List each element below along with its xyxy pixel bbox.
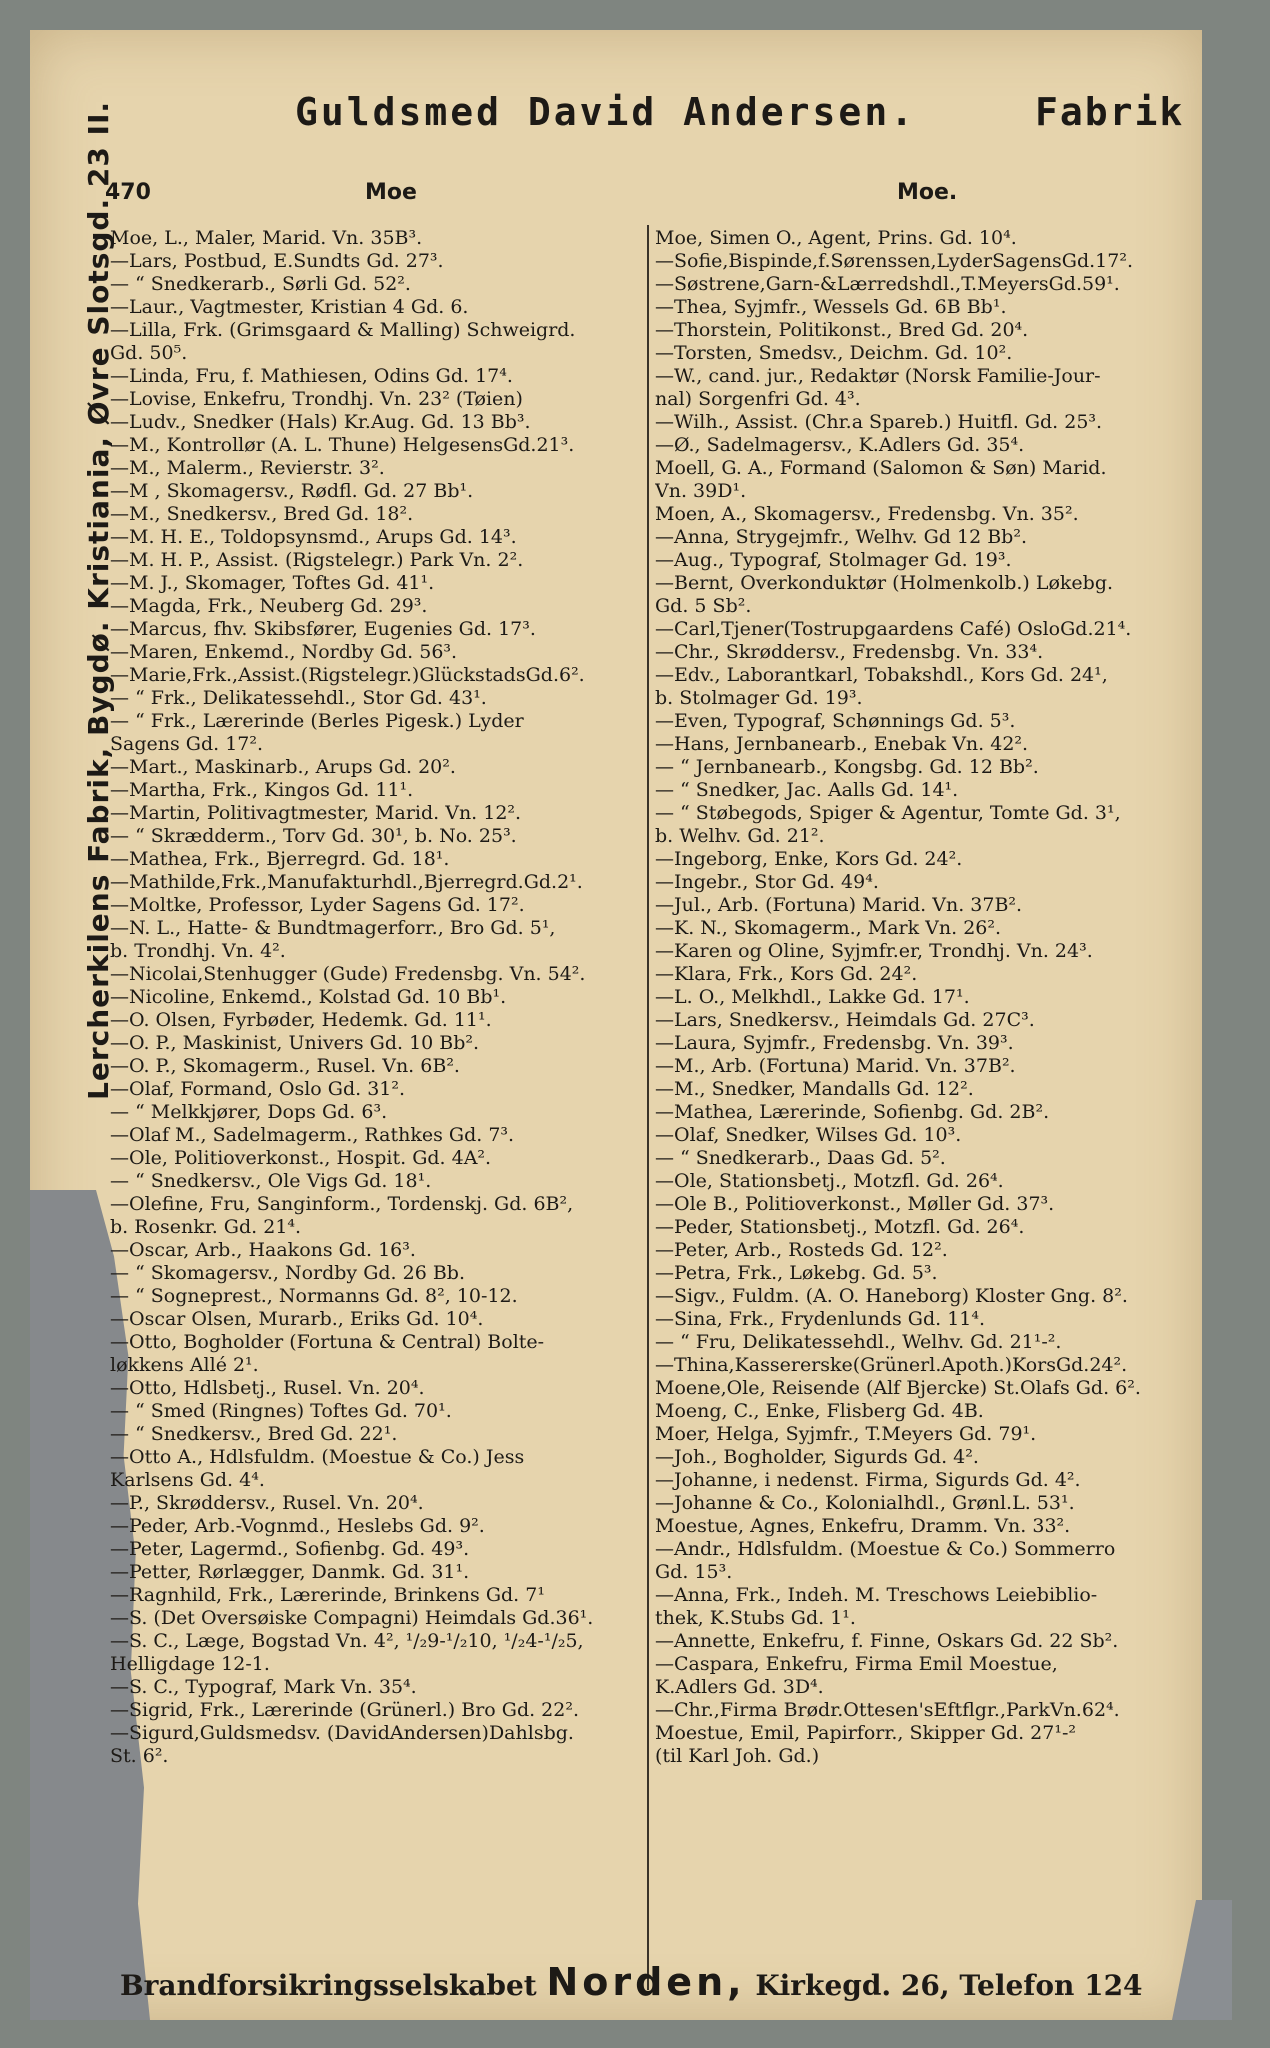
right-column	[655, 227, 1215, 1768]
directory-entry-line: b. Stolmager Gd. 19³.	[655, 687, 863, 709]
directory-entry-line: —Lars, Postbud, E.Sundts Gd. 27³.	[110, 250, 444, 272]
directory-entry-line: —S. C., Læge, Bogstad Vn. 4², ¹/₂9-¹/₂10, ¹/₂4-¹/₂5,	[110, 1630, 584, 1652]
directory-entry-line: —O. Olsen, Fyrbøder, Hedemk. Gd. 11¹.	[110, 1009, 492, 1031]
directory-entry-line: —Thina,Kassererske(Grünerl.Apoth.)KorsGd.24².	[655, 1354, 1128, 1376]
directory-entry-line: —Lilla, Frk. (Grimsgaard & Malling) Schweigrd.	[110, 319, 576, 341]
directory-entry-line: — “ Skomagersv., Nordby Gd. 26 Bb.	[110, 1262, 465, 1284]
directory-entry-line: — “ Sogneprest., Normanns Gd. 8², 10-12.	[110, 1285, 518, 1307]
column-divider	[647, 225, 649, 1990]
directory-entry-line: —M. H. E., Toldopsynsmd., Arups Gd. 14³.	[110, 526, 517, 548]
directory-entry-line: —Wilh., Assist. (Chr.a Spareb.) Huitfl. Gd. 25³.	[655, 411, 1103, 433]
page-header	[295, 90, 1195, 134]
directory-entry-line: — “ Jernbanearb., Kongsbg. Gd. 12 Bb².	[655, 756, 1039, 778]
directory-entry-line: —Ludv., Snedker (Hals) Kr.Aug. Gd. 13 Bb³.	[110, 411, 531, 433]
directory-entry-line: Moen, A., Skomagersv., Fredensbg. Vn. 35².	[655, 503, 1079, 525]
directory-entry-line: —Ragnhild, Frk., Lærerinde, Brinkens Gd. 7¹	[110, 1584, 545, 1606]
directory-entry-line: Moe, Simen O., Agent, Prins. Gd. 10⁴.	[655, 227, 1017, 249]
directory-entry-line: —S. C., Typograf, Mark Vn. 35⁴.	[110, 1676, 417, 1698]
directory-entry-line: —Jul., Arb. (Fortuna) Marid. Vn. 37B².	[655, 894, 1023, 916]
header-title: Guldsmed David Andersen.	[295, 90, 917, 134]
directory-entry-line: Vn. 39D¹.	[655, 480, 747, 502]
directory-entry-line: —O. P., Maskinist, Univers Gd. 10 Bb².	[110, 1032, 480, 1054]
directory-entry-line: —Olefine, Fru, Sanginform., Tordenskj. Gd. 6B²,	[110, 1193, 574, 1215]
directory-entry-line: —Anna, Frk., Indeh. M. Treschows Leiebiblio-	[655, 1584, 1098, 1606]
directory-entry-line: —Bernt, Overkonduktør (Holmenkolb.) Løkebg.	[655, 572, 1114, 594]
directory-entry-line: —Caspara, Enkefru, Firma Emil Moestue,	[655, 1653, 1058, 1675]
directory-entry-line: —Chr., Skrøddersv., Fredensbg. Vn. 33⁴.	[655, 641, 1044, 663]
directory-page	[30, 30, 1202, 2020]
directory-entry-line: —Chr.,Firma Brødr.Ottesen'sEftflgr.,ParkVn.62⁴.	[655, 1699, 1120, 1721]
footer-pre: Brandforsikringsselskabet	[120, 1969, 547, 2002]
directory-entry-line: —M , Skomagersv., Rødfl. Gd. 27 Bb¹.	[110, 480, 474, 502]
directory-entry-line: —Sigurd,Guldsmedsv. (DavidAndersen)Dahlsbg.	[110, 1722, 574, 1744]
directory-entry-line: —Nicoline, Enkemd., Kolstad Gd. 10 Bb¹.	[110, 986, 507, 1008]
directory-entry-line: —Søstrene,Garn-&Lærredshdl.,T.MeyersGd.59¹.	[655, 273, 1120, 295]
directory-entry-line: —Mathea, Frk., Bjerregrd. Gd. 18¹.	[110, 848, 450, 870]
directory-entry-line: Gd. 5 Sb².	[655, 595, 752, 617]
directory-entry-line: Moestue, Emil, Papirforr., Skipper Gd. 27¹-²	[655, 1722, 1076, 1744]
directory-entry-line: —Petter, Rørlægger, Danmk. Gd. 31¹.	[110, 1561, 470, 1583]
directory-entry-line: — “ Snedker, Jac. Aalls Gd. 14¹.	[655, 779, 959, 801]
directory-entry-line: —M., Snedker, Mandalls Gd. 12².	[655, 1078, 974, 1100]
directory-entry-line: — “ Snedkersv., Bred Gd. 22¹.	[110, 1423, 398, 1445]
directory-entry-line: —M. J., Skomager, Toftes Gd. 41¹.	[110, 572, 435, 594]
directory-entry-line: —Linda, Fru, f. Mathiesen, Odins Gd. 17⁴.	[110, 365, 513, 387]
directory-entry-line: —Magda, Frk., Neuberg Gd. 29³.	[110, 595, 428, 617]
directory-entry-line: —Sofie,Bispinde,f.Sørenssen,LyderSagensGd.17².	[655, 250, 1134, 272]
directory-entry-line: Moestue, Agnes, Enkefru, Dramm. Vn. 33².	[655, 1515, 1071, 1537]
directory-entry-line: Moe, L., Maler, Marid. Vn. 35B³.	[110, 227, 423, 249]
directory-entry-line: —Edv., Laborantkarl, Tobakshdl., Kors Gd. 24¹,	[655, 664, 1108, 686]
right-column-head: Moe.	[897, 180, 958, 205]
directory-entry-line: —Lars, Snedkersv., Heimdals Gd. 27C³.	[655, 1009, 1035, 1031]
directory-entry-line: —Andr., Hdlsfuldm. (Moestue & Co.) Sommerro	[655, 1538, 1116, 1560]
directory-entry-line: —Karen og Oline, Syjmfr.er, Trondhj. Vn. 24³.	[655, 940, 1093, 962]
directory-entry-line: — “ Melkkjører, Dops Gd. 6³.	[110, 1101, 388, 1123]
directory-entry-line: —Mathilde,Frk.,Manufakturhdl.,Bjerregrd.Gd.2¹.	[110, 871, 583, 893]
directory-entry-line: —Mathea, Lærerinde, Sofienbg. Gd. 2B².	[655, 1101, 1050, 1123]
directory-entry-line: —Nicolai,Stenhugger (Gude) Fredensbg. Vn. 54².	[110, 963, 586, 985]
directory-entry-line: —Marcus, fhv. Skibsfører, Eugenies Gd. 17³.	[110, 618, 536, 640]
directory-entry-line: —Martha, Frk., Kingos Gd. 11¹.	[110, 779, 414, 801]
directory-entry-line: —Ole B., Politioverkonst., Møller Gd. 37³.	[655, 1193, 1055, 1215]
directory-entry-line: —Sigv., Fuldm. (A. O. Haneborg) Kloster Gng. 8².	[655, 1285, 1128, 1307]
directory-entry-line: —Oscar Olsen, Murarb., Eriks Gd. 10⁴.	[110, 1308, 484, 1330]
directory-entry-line: —M., Malerm., Revierstr. 3².	[110, 457, 385, 479]
directory-entry-line: —Sina, Frk., Frydenlunds Gd. 11⁴.	[655, 1308, 986, 1330]
header-right: Fabrik	[1035, 90, 1185, 134]
directory-entry-line: —Olaf M., Sadelmagerm., Rathkes Gd. 7³.	[110, 1124, 515, 1146]
directory-entry-line: —Oscar, Arb., Haakons Gd. 16³.	[110, 1239, 416, 1261]
directory-entry-line: Karlsens Gd. 4⁴.	[110, 1469, 265, 1491]
directory-entry-line: —S. (Det Oversøiske Compagni) Heimdals Gd.36¹.	[110, 1607, 594, 1629]
directory-entry-line: —Otto, Bogholder (Fortuna & Central) Bolte-	[110, 1331, 545, 1353]
directory-entry-line: Moell, G. A., Formand (Salomon & Søn) Marid.	[655, 457, 1107, 479]
directory-entry-line: Gd. 50⁵.	[110, 342, 188, 364]
directory-entry-line: —Mart., Maskinarb., Arups Gd. 20².	[110, 756, 456, 778]
left-column	[110, 227, 680, 1768]
directory-entry-line: b. Welhv. Gd. 21².	[655, 825, 825, 847]
directory-entry-line: —Annette, Enkefru, f. Finne, Oskars Gd. 22 Sb².	[655, 1630, 1119, 1652]
directory-entry-line: —Martin, Politivagtmester, Marid. Vn. 12².	[110, 802, 522, 824]
directory-entry-line: —Laur., Vagtmester, Kristian 4 Gd. 6.	[110, 296, 469, 318]
directory-entry-line: —Anna, Strygejmfr., Welhv. Gd 12 Bb².	[655, 526, 1028, 548]
directory-entry-line: Sagens Gd. 17².	[110, 733, 264, 755]
directory-entry-line: (til Karl Joh. Gd.)	[655, 1745, 820, 1767]
footer-advertisement	[120, 1960, 1200, 2004]
directory-entry-line: — “ Frk., Delikatessehdl., Stor Gd. 43¹.	[110, 687, 487, 709]
directory-entry-line: —Torsten, Smedsv., Deichm. Gd. 10².	[655, 342, 1013, 364]
directory-entry-line: —W., cand. jur., Redaktør (Norsk Familie-Jour-	[655, 365, 1101, 387]
page-number: 470	[105, 180, 151, 205]
directory-entry-line: — “ Skrædderm., Torv Gd. 30¹, b. No. 25³.	[110, 825, 517, 847]
directory-entry-line: Moer, Helga, Syjmfr., T.Meyers Gd. 79¹.	[655, 1423, 1037, 1445]
directory-entry-line: —Johanne & Co., Kolonialhdl., Grønl.L. 53¹.	[655, 1492, 1075, 1514]
directory-entry-line: —Ø., Sadelmagersv., K.Adlers Gd. 35⁴.	[655, 434, 1025, 456]
directory-entry-line: Moene,Ole, Reisende (Alf Bjercke) St.Olafs Gd. 6².	[655, 1377, 1141, 1399]
directory-entry-line: —N. L., Hatte- & Bundtmagerforr., Bro Gd. 5¹,	[110, 917, 556, 939]
directory-entry-line: —Johanne, i nedenst. Firma, Sigurds Gd. 4².	[655, 1469, 1081, 1491]
directory-entry-line: —Olaf, Formand, Oslo Gd. 31².	[110, 1078, 406, 1100]
directory-entry-line: —M., Arb. (Fortuna) Marid. Vn. 37B².	[655, 1055, 1016, 1077]
directory-entry-line: —Moltke, Professor, Lyder Sagens Gd. 17².	[110, 894, 525, 916]
directory-entry-line: — “ Støbegods, Spiger & Agentur, Tomte Gd. 3¹,	[655, 802, 1121, 824]
directory-entry-line: —O. P., Skomagerm., Rusel. Vn. 6B².	[110, 1055, 460, 1077]
directory-entry-line: —Even, Typograf, Schønnings Gd. 5³.	[655, 710, 1016, 732]
directory-entry-line: —Petra, Frk., Løkebg. Gd. 5³.	[655, 1262, 938, 1284]
directory-entry-line: —Olaf, Snedker, Wilses Gd. 10³.	[655, 1124, 962, 1146]
directory-entry-line: —P., Skrøddersv., Rusel. Vn. 20⁴.	[110, 1492, 424, 1514]
directory-entry-line: St. 6².	[110, 1745, 169, 1767]
directory-entry-line: —Peter, Lagermd., Sofienbg. Gd. 49³.	[110, 1538, 470, 1560]
directory-entry-line: —Peder, Stationsbetj., Motzfl. Gd. 26⁴.	[655, 1216, 1025, 1238]
directory-entry-line: nal) Sorgenfri Gd. 4³.	[655, 388, 861, 410]
footer-post: Kirkegd. 26, Telefon 124	[745, 1969, 1143, 2002]
directory-entry-line: Gd. 15³.	[655, 1561, 733, 1583]
footer-brand: Norden,	[546, 1960, 746, 2004]
directory-entry-line: —Otto, Hdlsbetj., Rusel. Vn. 20⁴.	[110, 1377, 425, 1399]
directory-entry-line: — “ Fru, Delikatessehdl., Welhv. Gd. 21¹-².	[655, 1331, 1062, 1353]
directory-entry-line: —L. O., Melkhdl., Lakke Gd. 17¹.	[655, 986, 970, 1008]
directory-entry-line: —Carl,Tjener(Tostrupgaardens Café) OsloGd.21⁴.	[655, 618, 1132, 640]
side-advertisement: Lercherkilens Fabrik, Bygdø. Kristiania, Øvre Slotsgd. 23 II.	[82, 100, 115, 1100]
directory-entry-line: — “ Snedkersv., Ole Vigs Gd. 18¹.	[110, 1170, 432, 1192]
left-column-head: Moe	[365, 180, 417, 205]
directory-entry-line: — “ Smed (Ringnes) Toftes Gd. 70¹.	[110, 1400, 452, 1422]
directory-entry-line: —Aug., Typograf, Stolmager Gd. 19³.	[655, 549, 1012, 571]
directory-entry-line: K.Adlers Gd. 3D⁴.	[655, 1676, 824, 1698]
directory-entry-line: Moeng, C., Enke, Flisberg Gd. 4B.	[655, 1400, 984, 1422]
directory-entry-line: — “ Frk., Lærerinde (Berles Pigesk.) Lyder	[110, 710, 524, 732]
directory-entry-line: —Laura, Syjmfr., Fredensbg. Vn. 39³.	[655, 1032, 1014, 1054]
directory-entry-line: —Thea, Syjmfr., Wessels Gd. 6B Bb¹.	[655, 296, 1007, 318]
directory-entry-line: —M., Snedkersv., Bred Gd. 18².	[110, 503, 414, 525]
directory-entry-line: —Ingebr., Stor Gd. 49⁴.	[655, 871, 879, 893]
directory-entry-line: b. Rosenkr. Gd. 21⁴.	[110, 1216, 302, 1238]
directory-entry-line: —Klara, Frk., Kors Gd. 24².	[655, 963, 918, 985]
directory-entry-line: Helligdage 12-1.	[110, 1653, 270, 1675]
directory-entry-line: —Maren, Enkemd., Nordby Gd. 56³.	[110, 641, 458, 663]
directory-entry-line: b. Trondhj. Vn. 4².	[110, 940, 286, 962]
directory-entry-line: —Thorstein, Politikonst., Bred Gd. 20⁴.	[655, 319, 1029, 341]
directory-entry-line: løkkens Allé 2¹.	[110, 1354, 259, 1376]
directory-entry-line: — “ Snedkerarb., Sørli Gd. 52².	[110, 273, 411, 295]
directory-entry-line: thek, K.Stubs Gd. 1¹.	[655, 1607, 856, 1629]
directory-entry-line: — “ Snedkerarb., Daas Gd. 5².	[655, 1147, 946, 1169]
directory-entry-line: —Joh., Bogholder, Sigurds Gd. 4².	[655, 1446, 979, 1468]
directory-entry-line: —Ole, Stationsbetj., Motzfl. Gd. 26⁴.	[655, 1170, 1004, 1192]
directory-entry-line: —Hans, Jernbanearb., Enebak Vn. 42².	[655, 733, 1029, 755]
directory-entry-line: —M., Kontrollør (A. L. Thune) HelgesensGd.21³.	[110, 434, 575, 456]
directory-entry-line: —Sigrid, Frk., Lærerinde (Grünerl.) Bro Gd. 22².	[110, 1699, 580, 1721]
directory-entry-line: —Marie,Frk.,Assist.(Rigstelegr.)GlückstadsGd.6².	[110, 664, 585, 686]
directory-entry-line: —Ole, Politioverkonst., Hospit. Gd. 4A².	[110, 1147, 492, 1169]
directory-entry-line: —Ingeborg, Enke, Kors Gd. 24².	[655, 848, 963, 870]
directory-entry-line: —Lovise, Enkefru, Trondhj. Vn. 23² (Tøien)	[110, 388, 523, 410]
directory-entry-line: —Peter, Arb., Rosteds Gd. 12².	[655, 1239, 948, 1261]
directory-entry-line: —M. H. P., Assist. (Rigstelegr.) Park Vn. 2².	[110, 549, 524, 571]
running-head	[105, 180, 1185, 214]
directory-entry-line: —K. N., Skomagerm., Mark Vn. 26².	[655, 917, 1002, 939]
directory-entry-line: —Peder, Arb.-Vognmd., Heslebs Gd. 9².	[110, 1515, 485, 1537]
directory-entry-line: —Otto A., Hdlsfuldm. (Moestue & Co.) Jess	[110, 1446, 525, 1468]
